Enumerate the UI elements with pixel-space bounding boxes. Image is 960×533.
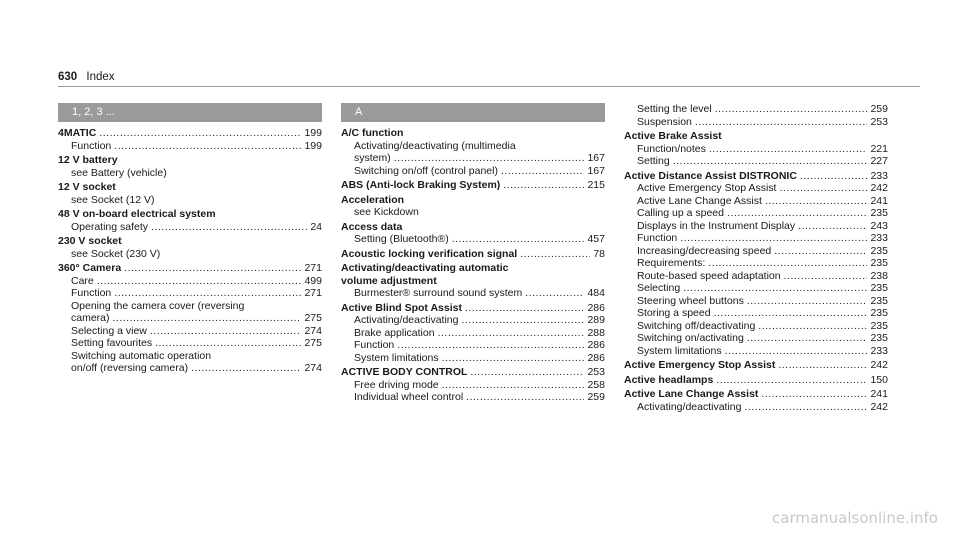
index-subentry <box>624 207 888 220</box>
index-column-3 <box>624 103 888 415</box>
entry-text: ABS (Anti-lock Braking System) <box>341 179 501 191</box>
leader-dots <box>725 345 868 358</box>
index-entry <box>624 374 888 387</box>
entry-text: on/off (reversing camera) <box>71 362 189 374</box>
page-ref[interactable]: 235 <box>870 307 888 319</box>
page-ref[interactable]: 289 <box>587 314 605 326</box>
entry-text: 48 V on-board electrical system <box>58 208 216 220</box>
leader-dots <box>501 165 584 178</box>
entry-text: Displays in the Instrument Display <box>637 219 796 232</box>
entry-text: camera) <box>71 312 110 324</box>
leader-dots <box>99 127 301 140</box>
index-column-1 <box>58 103 322 377</box>
page-ref[interactable]: 242 <box>870 359 888 371</box>
entry-text: Active Distance Assist DISTRONIC <box>624 169 797 182</box>
page-ref[interactable]: 199 <box>304 127 322 139</box>
leader-dots <box>727 207 867 220</box>
index-heading <box>341 221 605 234</box>
entry-text: Suspension <box>637 115 692 128</box>
entry-text: Acoustic locking verification signal <box>341 247 518 260</box>
index-subentry <box>58 248 322 261</box>
page-header <box>58 71 115 83</box>
index-entry <box>341 127 605 177</box>
page-ref[interactable]: 253 <box>587 366 605 378</box>
page-ref[interactable]: 235 <box>870 294 888 307</box>
index-subentry <box>624 143 888 156</box>
index-heading <box>624 388 888 401</box>
header-rule <box>58 86 920 87</box>
entry-text: Calling up a speed <box>637 207 724 219</box>
entry-text: see Socket (12 V) <box>71 193 155 206</box>
index-subentry <box>341 314 605 327</box>
index-entry <box>58 208 322 233</box>
index-heading <box>341 366 605 379</box>
index-entry <box>58 154 322 179</box>
leader-dots <box>520 248 590 261</box>
leader-dots <box>151 221 307 234</box>
index-subentry <box>58 300 322 313</box>
leader-dots <box>774 245 867 258</box>
page-ref[interactable]: 215 <box>587 179 605 191</box>
index-heading <box>341 179 605 192</box>
entry-text: Active Lane Change Assist <box>624 388 759 400</box>
entry-text: Selecting <box>637 282 681 294</box>
index-subentry <box>58 362 322 375</box>
entry-text: 12 V battery <box>58 154 118 166</box>
entry-text: Setting (Bluetooth®) <box>354 233 449 245</box>
page-ref[interactable]: 286 <box>587 339 605 351</box>
index-subentry <box>58 325 322 338</box>
index-heading <box>341 248 605 261</box>
index-subentry <box>624 320 888 333</box>
entry-text: Increasing/decreasing speed <box>637 244 772 257</box>
leader-dots <box>114 140 301 153</box>
leader-dots <box>709 143 868 156</box>
index-entry <box>624 388 888 413</box>
leader-dots <box>744 401 867 414</box>
index-subentry <box>624 232 888 245</box>
entry-text: Active Emergency Stop Assist <box>637 182 777 194</box>
index-heading <box>624 374 888 387</box>
index-subentry <box>624 155 888 168</box>
index-heading <box>58 181 322 194</box>
index-entry <box>341 248 605 261</box>
leader-dots <box>715 103 868 116</box>
entry-text: Individual wheel control <box>354 391 464 403</box>
index-entry <box>341 262 605 300</box>
entry-text: Care <box>71 274 94 287</box>
page-ref[interactable]: 235 <box>870 319 888 332</box>
index-entry <box>58 127 322 152</box>
index-entry <box>624 359 888 372</box>
leader-dots <box>683 282 867 295</box>
index-subentry <box>341 206 605 219</box>
page-ref[interactable]: 233 <box>870 169 888 182</box>
leader-dots <box>97 275 302 288</box>
index-subentry <box>341 352 605 365</box>
index-entry <box>341 366 605 404</box>
page-ref[interactable]: 221 <box>870 142 888 155</box>
leader-dots <box>778 359 867 372</box>
page-ref[interactable]: 241 <box>870 194 888 207</box>
page-ref[interactable]: 235 <box>870 207 888 219</box>
entry-text: 230 V socket <box>58 235 122 247</box>
entry-text: see Socket (230 V) <box>71 247 161 260</box>
leader-dots <box>470 366 584 379</box>
page-ref[interactable]: 484 <box>587 287 605 299</box>
entry-text: Function <box>637 232 678 244</box>
page-ref[interactable]: 286 <box>587 351 605 364</box>
page-ref[interactable]: 253 <box>870 115 888 128</box>
page-ref[interactable]: 258 <box>587 378 605 391</box>
entry-text: Opening the camera cover (reversing <box>71 299 245 312</box>
entry-text: Active headlamps <box>624 373 714 386</box>
index-entry <box>58 262 322 375</box>
entry-text: Operating safety <box>71 220 149 233</box>
entry-text: 4MATIC <box>58 127 97 139</box>
index-subentry <box>58 287 322 300</box>
index-subentry <box>624 270 888 283</box>
entry-text: Function <box>71 139 112 152</box>
leader-dots <box>779 182 867 195</box>
leader-dots <box>114 287 301 300</box>
index-subentry <box>341 379 605 392</box>
page-ref[interactable]: 78 <box>593 247 605 260</box>
entry-text: Setting favourites <box>71 337 153 349</box>
page-ref[interactable]: 150 <box>870 373 888 386</box>
entry-text: Activating/deactivating <box>637 400 742 413</box>
page-ref[interactable]: 24 <box>310 220 322 233</box>
index-heading <box>341 302 605 315</box>
page-ref[interactable]: 274 <box>304 324 322 337</box>
index-heading <box>58 154 322 167</box>
index-subentry <box>624 307 888 320</box>
leader-dots <box>747 295 868 308</box>
leader-dots <box>798 220 867 233</box>
leader-dots <box>124 262 301 275</box>
page-ref[interactable]: 274 <box>304 362 322 374</box>
index-subentry <box>341 339 605 352</box>
entry-text: System limitations <box>637 344 722 357</box>
leader-dots <box>113 312 302 325</box>
leader-dots <box>397 339 584 352</box>
index-heading <box>58 262 322 275</box>
entry-text: Switching on/off (control panel) <box>354 164 498 177</box>
leader-dots <box>758 320 867 333</box>
index-subentry <box>624 182 888 195</box>
entry-text: Selecting a view <box>71 324 147 337</box>
leader-dots <box>761 388 867 401</box>
index-heading <box>341 262 605 275</box>
entry-text: Access data <box>341 220 403 233</box>
index-subentry <box>58 312 322 325</box>
page-ref[interactable]: 241 <box>870 388 888 400</box>
page-ref[interactable]: 242 <box>870 400 888 413</box>
index-heading <box>58 235 322 248</box>
page-ref[interactable]: 227 <box>870 155 888 167</box>
page-ref[interactable]: 288 <box>587 326 605 339</box>
leader-dots <box>695 116 868 129</box>
index-subentry <box>58 167 322 180</box>
index-heading <box>341 194 605 207</box>
page-ref[interactable]: 233 <box>870 344 888 357</box>
index-subentry <box>341 287 605 300</box>
entry-text: see Kickdown <box>354 206 419 218</box>
leader-dots <box>673 155 868 168</box>
index-heading <box>58 208 322 221</box>
leader-dots <box>442 352 585 365</box>
index-entry <box>341 302 605 365</box>
index-entry <box>341 194 605 219</box>
index-heading <box>341 127 605 140</box>
page-ref[interactable]: 199 <box>304 139 322 152</box>
index-subentry <box>58 140 322 153</box>
section-band: 1, 2, 3 ... <box>58 103 322 122</box>
index-subentry <box>341 140 605 153</box>
index-subentry <box>58 194 322 207</box>
index-heading <box>624 130 888 143</box>
index-subentry <box>624 332 888 345</box>
page-ref[interactable]: 271 <box>304 262 322 274</box>
leader-dots <box>747 332 868 345</box>
page-ref[interactable]: 275 <box>304 312 322 324</box>
index-heading <box>58 127 322 140</box>
section-band: A <box>341 103 605 122</box>
page-ref[interactable]: 259 <box>587 391 605 403</box>
page-ref[interactable]: 235 <box>870 257 888 269</box>
entry-text: Switching on/activating <box>637 332 744 344</box>
entry-text: System limitations <box>354 351 439 364</box>
page-ref[interactable]: 235 <box>870 332 888 344</box>
index-subentry <box>58 221 322 234</box>
leader-dots <box>716 374 867 387</box>
entry-text: Burmester® surround sound system <box>354 287 523 299</box>
entry-text: Brake application <box>354 326 435 339</box>
index-subentry <box>58 275 322 288</box>
index-entry <box>58 181 322 206</box>
entry-text: see Battery (vehicle) <box>71 166 167 179</box>
entry-text: Setting the level <box>637 103 712 115</box>
index-subentry <box>624 195 888 208</box>
index-subentry <box>341 152 605 165</box>
page-ref[interactable]: 235 <box>870 244 888 257</box>
entry-text: volume adjustment <box>341 274 437 287</box>
index-subentry <box>624 282 888 295</box>
page-ref[interactable]: 499 <box>304 274 322 287</box>
index-heading <box>341 275 605 288</box>
entry-text: Requirements: <box>637 257 706 269</box>
leader-dots <box>461 314 584 327</box>
entry-text: A/C function <box>341 127 404 139</box>
index-heading <box>624 359 888 372</box>
page-ref[interactable]: 167 <box>587 152 605 164</box>
page-ref[interactable]: 457 <box>587 233 605 245</box>
leader-dots <box>394 152 585 165</box>
entry-text: Switching automatic operation <box>71 349 212 362</box>
page-ref[interactable]: 238 <box>870 269 888 282</box>
leader-dots <box>465 302 585 315</box>
index-entry <box>341 221 605 246</box>
entry-text: Activating/deactivating automatic <box>341 262 509 274</box>
index-entry <box>341 179 605 192</box>
entry-text: Active Emergency Stop Assist <box>624 359 776 371</box>
entry-text: system) <box>354 152 391 164</box>
index-subentry <box>58 350 322 363</box>
entry-text: Activating/deactivating <box>354 314 459 326</box>
index-subentry <box>341 327 605 340</box>
index-entry <box>624 130 888 168</box>
entry-text: Setting <box>637 155 670 167</box>
entry-text: Route-based speed adaptation <box>637 269 781 282</box>
leader-dots <box>466 391 584 404</box>
leader-dots <box>452 233 585 246</box>
entry-text: 360° Camera <box>58 262 122 274</box>
index-subentry <box>341 391 605 404</box>
index-subentry <box>624 103 888 116</box>
leader-dots <box>155 337 301 350</box>
entry-text: Active Blind Spot Assist <box>341 301 462 314</box>
leader-dots <box>708 257 867 270</box>
entry-text: Active Lane Change Assist <box>637 194 762 207</box>
leader-dots <box>438 327 585 340</box>
page-ref[interactable]: 275 <box>304 337 322 349</box>
page-ref[interactable]: 286 <box>587 301 605 314</box>
index-entry <box>624 170 888 358</box>
entry-text: Function/notes <box>637 142 706 155</box>
leader-dots <box>503 179 584 192</box>
entry-text: Function <box>354 339 395 351</box>
leader-dots <box>150 325 302 338</box>
entry-text: Function <box>71 287 112 299</box>
page-ref[interactable]: 271 <box>304 287 322 299</box>
leader-dots <box>191 362 301 375</box>
index-subentry <box>624 401 888 414</box>
index-subentry <box>624 345 888 358</box>
index-subentry <box>624 220 888 233</box>
index-subentry <box>624 295 888 308</box>
leader-dots <box>714 307 868 320</box>
index-subentry <box>341 165 605 178</box>
leader-dots <box>680 232 867 245</box>
entry-text: Activating/deactivating (multimedia <box>354 139 516 152</box>
page-ref[interactable]: 235 <box>870 282 888 294</box>
index-column-2 <box>341 103 605 406</box>
page-ref[interactable]: 242 <box>870 182 888 194</box>
page-ref[interactable]: 233 <box>870 232 888 244</box>
entry-text: 12 V socket <box>58 181 116 193</box>
index-subentry <box>624 245 888 258</box>
index-entry <box>624 103 888 128</box>
entry-text: Acceleration <box>341 193 405 206</box>
entry-text: Active Brake Assist <box>624 130 722 142</box>
leader-dots <box>525 287 584 300</box>
entry-text: Steering wheel buttons <box>637 294 744 307</box>
watermark: carmanualsonline.info <box>772 509 938 527</box>
index-heading <box>624 170 888 183</box>
index-subentry <box>58 337 322 350</box>
leader-dots <box>800 170 868 183</box>
page-ref[interactable]: 243 <box>870 219 888 232</box>
index-entry <box>58 235 322 260</box>
index-subentry <box>624 257 888 270</box>
entry-text: Switching off/deactivating <box>637 319 756 332</box>
leader-dots <box>765 195 868 208</box>
leader-dots <box>442 379 585 392</box>
section-title: Index <box>86 71 115 83</box>
entry-text: ACTIVE BODY CONTROL <box>341 366 468 378</box>
page-number: 630 <box>58 71 78 83</box>
page-ref[interactable]: 167 <box>587 164 605 177</box>
leader-dots <box>784 270 868 283</box>
entry-text: Storing a speed <box>637 307 711 319</box>
index-subentry <box>624 116 888 129</box>
page-ref[interactable]: 259 <box>870 103 888 115</box>
entry-text: Free driving mode <box>354 378 439 391</box>
index-subentry <box>341 233 605 246</box>
